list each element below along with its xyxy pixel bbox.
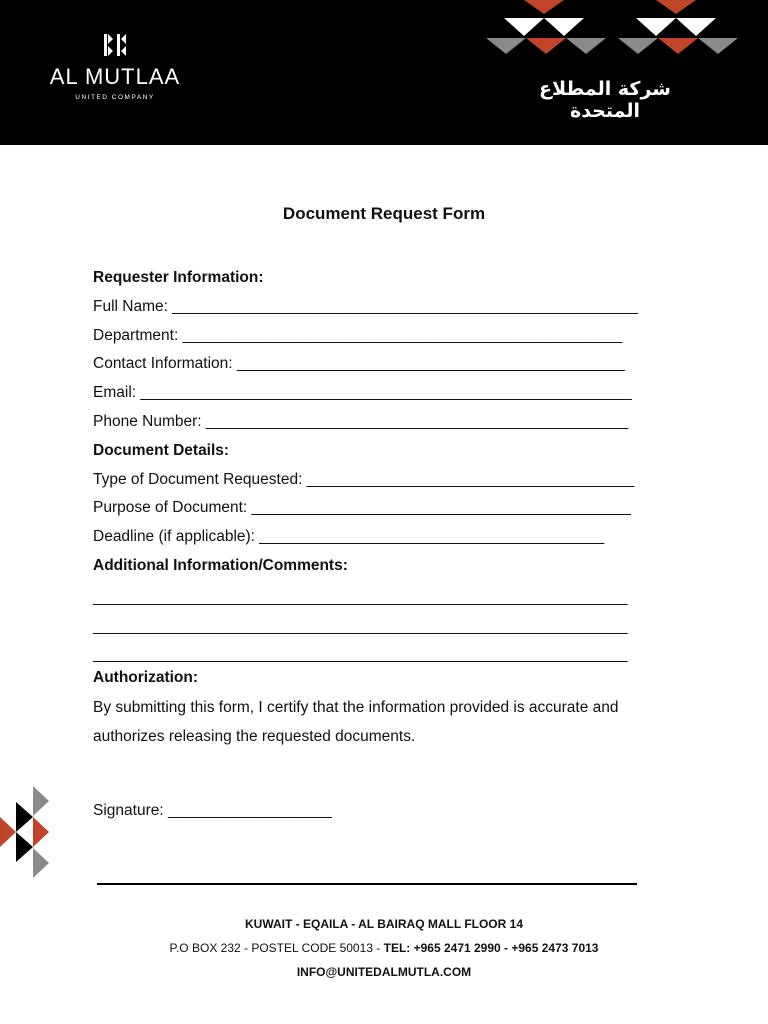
comments-line-1[interactable]: ______________________________________________________________ xyxy=(93,588,628,606)
company-name-arabic: شركة المطلاع المتحدة xyxy=(539,78,671,122)
deadline-field[interactable]: Deadline (if applicable): ________________________________________ xyxy=(93,528,605,546)
authorization-heading: Authorization: xyxy=(93,669,199,687)
document-heading: Document Details: xyxy=(93,441,230,459)
company-subtitle: UNITED COMPANY xyxy=(75,94,155,101)
additional-heading: Additional Information/Comments: xyxy=(93,556,348,574)
requester-heading: Requester Information: xyxy=(93,269,264,286)
side-triangle-pattern xyxy=(0,784,52,882)
footer xyxy=(0,912,768,984)
comments-line-2[interactable]: ______________________________________________________________ xyxy=(93,617,628,635)
phone-field[interactable]: Phone Number: _________________________________________________ xyxy=(93,412,629,430)
triangle-pattern xyxy=(480,0,740,60)
signature-field[interactable]: Signature: ___________________ xyxy=(93,802,332,819)
footer-email[interactable]: INFO@UNITEDALMUTLA.COM xyxy=(296,965,472,979)
footer-phone: TEL: +965 2471 2990 - +965 2473 7013 xyxy=(383,941,599,955)
comments-line-3[interactable]: ______________________________________________________________ xyxy=(93,646,628,664)
full-name-field[interactable]: Full Name: ______________________________________________________ xyxy=(93,297,638,315)
letterhead-header xyxy=(0,0,768,145)
al-mutlaa-logo-icon xyxy=(103,32,127,58)
page-title: Document Request Form xyxy=(282,204,486,223)
department-field[interactable]: Department: ___________________________________________________ xyxy=(93,326,623,344)
footer-address: KUWAIT - EQAILA - AL BAIRAQ MALL FLOOR 14 xyxy=(245,917,523,931)
document-type-field[interactable]: Type of Document Requested: ______________________________________ xyxy=(93,470,635,488)
form-body xyxy=(93,264,693,751)
email-field[interactable]: Email: _________________________________________________________ xyxy=(93,384,632,402)
authorization-text: By submitting this form, I certify that the information provided is accurate and authorizes releasing the requested documents. xyxy=(93,698,619,745)
footer-divider xyxy=(97,883,637,885)
footer-po-box: P.O BOX 232 - POSTEL CODE 50013 - xyxy=(169,941,384,955)
purpose-field[interactable]: Purpose of Document: ____________________________________________ xyxy=(93,499,631,517)
contact-field[interactable]: Contact Information: _____________________________________________ xyxy=(93,355,625,373)
company-name: AL MUTLAA xyxy=(49,64,181,89)
